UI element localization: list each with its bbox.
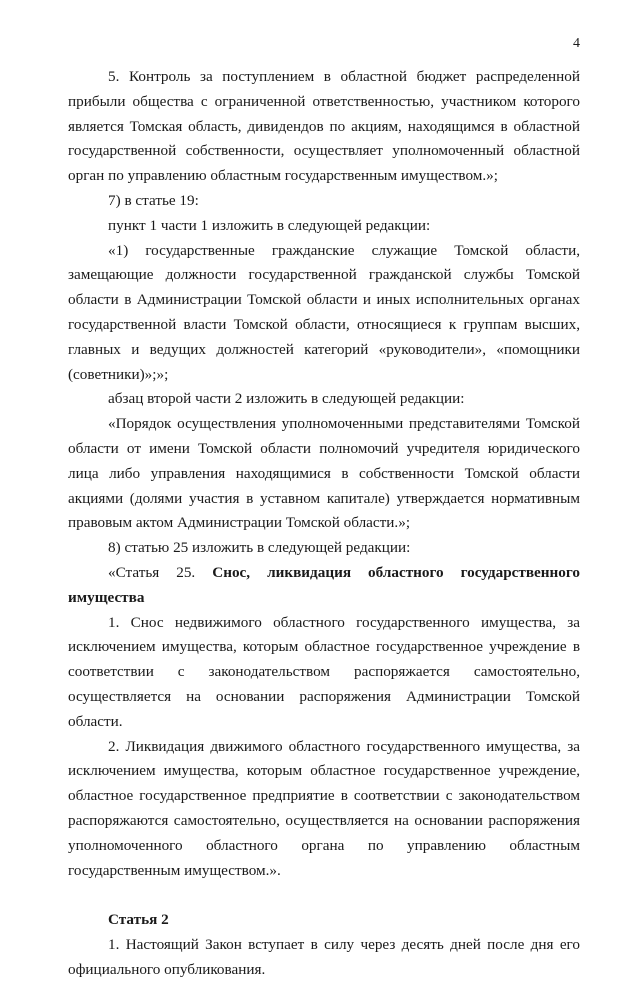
paragraph-representatives-procedure: «Порядок осуществления уполномоченными представителями Томской области от имени Томской области полномочий учредителя юридического лица либо управления находящимися в собственности Томской области акциями (долями участия в уставном капитале) утверждается нормативным правовым актом Администрации Томской области.»;: [68, 415, 580, 532]
paragraph-part-2-intro: абзац второй части 2 изложить в следующей редакции:: [108, 390, 465, 408]
paragraph-control-clause: 5. Контроль за поступлением в областной бюджет распределенной прибыли общества с ограниченной ответственностью, участником которого является Томская область, дивидендов по акциям, находящимся в областной государственной собственности, осуществляет уполномоченный областной орган по управлению областным государственным имуществом.»;: [68, 68, 580, 185]
article-25-heading: [68, 561, 580, 611]
paragraph-article-19-intro: 7) в статье 19:: [108, 191, 199, 209]
paragraph-article-25-intro: 8) статью 25 изложить в следующей редакции:: [108, 539, 411, 557]
article-25-item-2: 2. Ликвидация движимого областного государственного имущества, за исключением имущества, которым областное государственное учреждение, областное государственное предприятие в соответствии с законодательством распоряжаются самостоятельно, осуществляется на основании распоряжения уполномоченного областного органа по управлению областным государственным имуществом.».: [68, 737, 580, 879]
document-body: [68, 65, 580, 982]
paragraph-civil-servants: «1) государственные гражданские служащие Томской области, замещающие должности государственной гражданской службы Томской области в Администрации Томской области и иных исполнительных органах государственной власти Томской области, относящиеся к группам высших, главных и ведущих должностей категорий «руководители», «помощники (советники)»;»;: [68, 241, 580, 383]
article-2-heading: Статья 2: [108, 911, 169, 929]
page-number: 4: [573, 36, 580, 51]
article-25-item-1: 1. Снос недвижимого областного государственного имущества, за исключением имущества, которым областное государственное учреждение в соответствии с законодательством распоряжается самостоятельно, осуществляется на основании распоряжения Администрации Томской области.: [68, 613, 580, 730]
article-2-item-1: 1. Настоящий Закон вступает в силу через десять дней после дня его официального опубликования.: [68, 935, 580, 978]
article-25-prefix: «Статья 25.: [108, 563, 213, 581]
paragraph-point-1-intro: пункт 1 части 1 изложить в следующей редакции:: [108, 216, 431, 234]
article-25-title: Снос, ликвидация областного государственного имущества: [68, 563, 580, 606]
